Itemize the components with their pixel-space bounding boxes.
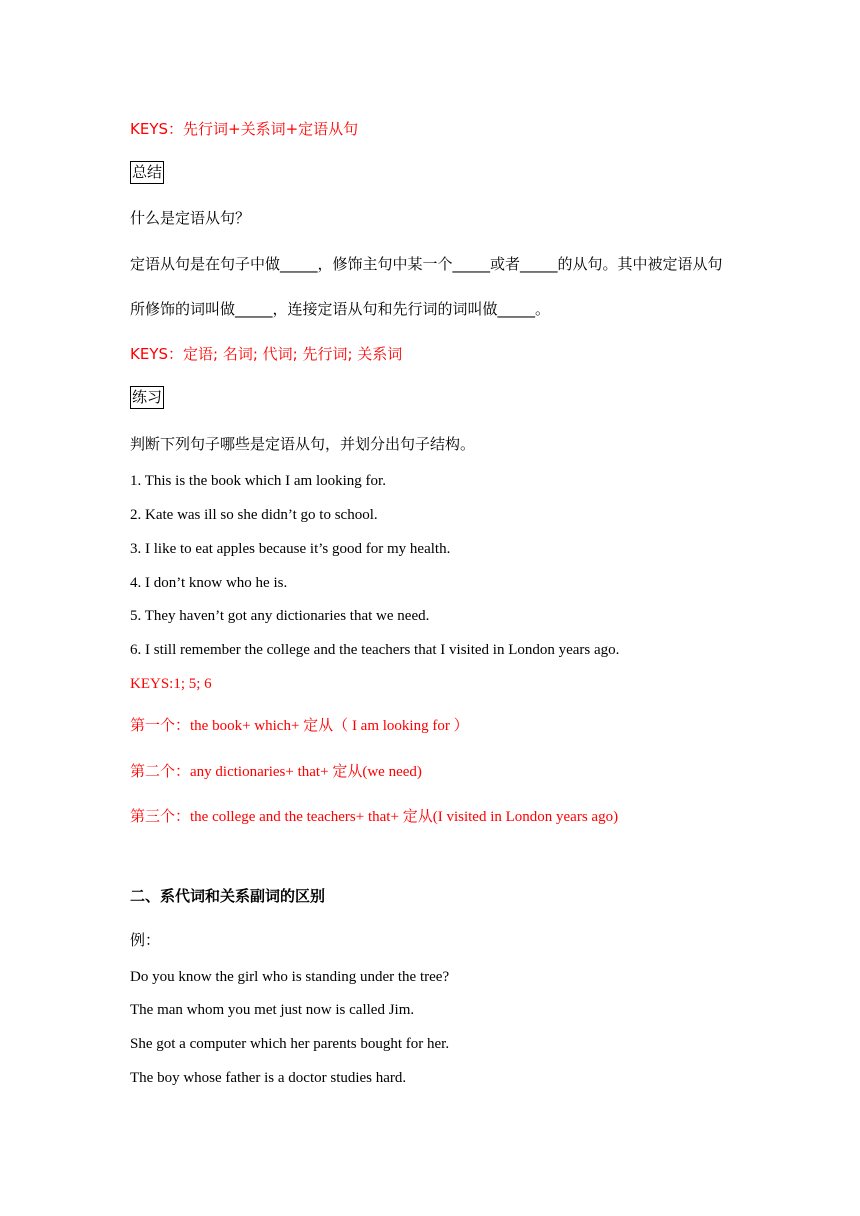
summary-box: 总结 — [130, 161, 164, 184]
sentence-3: 3. I like to eat apples because it’s good for my health. — [130, 541, 451, 557]
analysis-text: the college and the teachers+ that+ — [190, 809, 403, 825]
definition-line-1: 定语从句是在句子中做_____，修饰主句中某一个_____或者_____的从句。其中被定语从句 — [130, 255, 723, 273]
analysis-line-3 — [130, 805, 618, 826]
example-label: 例： — [130, 931, 161, 949]
sentence-2: 2. Kate was ill so she didn’t go to school. — [130, 507, 378, 523]
analysis-end: ） — [453, 716, 469, 734]
sentence-5: 5. They haven’t got any dictionaries that we need. — [130, 608, 430, 624]
sentence-1: 1. This is the book which I am looking for. — [130, 473, 386, 489]
practice-box: 练习 — [130, 386, 164, 409]
analysis-text: any dictionaries+ that+ — [190, 764, 333, 780]
example-1: Do you know the girl who is standing under the tree? — [130, 969, 450, 985]
sentence-6: 6. I still remember the college and the teachers that I visited in London years ago. — [130, 642, 620, 658]
analysis-cn: 定从（ — [303, 716, 349, 734]
analysis-text2: I am looking for — [348, 718, 454, 734]
analysis-line-2 — [130, 760, 422, 781]
keys-answer-definition: KEYS：定语; 名词; 代词; 先行词; 关系词 — [130, 345, 403, 363]
analysis-line-1 — [130, 714, 469, 735]
practice-instruction: 判断下列句子哪些是定语从句，并划分出句子结构。 — [130, 435, 476, 453]
analysis-cn: 定从 — [402, 807, 433, 825]
sentence-4: 4. I don’t know who he is. — [130, 575, 288, 591]
section-heading: 二、系代词和关系副词的区别 — [130, 887, 326, 905]
example-4: The boy whose father is a doctor studies hard. — [130, 1070, 407, 1086]
question-text: 什么是定语从句？ — [130, 209, 251, 227]
analysis-text: the book+ which+ — [190, 718, 304, 734]
definition-line-2: 所修饰的词叫做_____，连接定语从句和先行词的词叫做_____。 — [130, 300, 551, 318]
analysis-label: 第三个： — [130, 807, 191, 825]
keys-answer-practice: KEYS:1; 5; 6 — [130, 676, 212, 692]
analysis-label: 第二个： — [130, 762, 191, 780]
analysis-text2: (we need) — [362, 764, 422, 780]
analysis-text2: (I visited in London years ago) — [432, 809, 619, 825]
example-3: She got a computer which her parents bought for her. — [130, 1036, 450, 1052]
example-2: The man whom you met just now is called Jim. — [130, 1002, 415, 1018]
analysis-label: 第一个： — [130, 716, 191, 734]
keys-answer-top: KEYS：先行词+关系词+定语从句 — [130, 120, 359, 138]
analysis-cn: 定从 — [332, 762, 363, 780]
